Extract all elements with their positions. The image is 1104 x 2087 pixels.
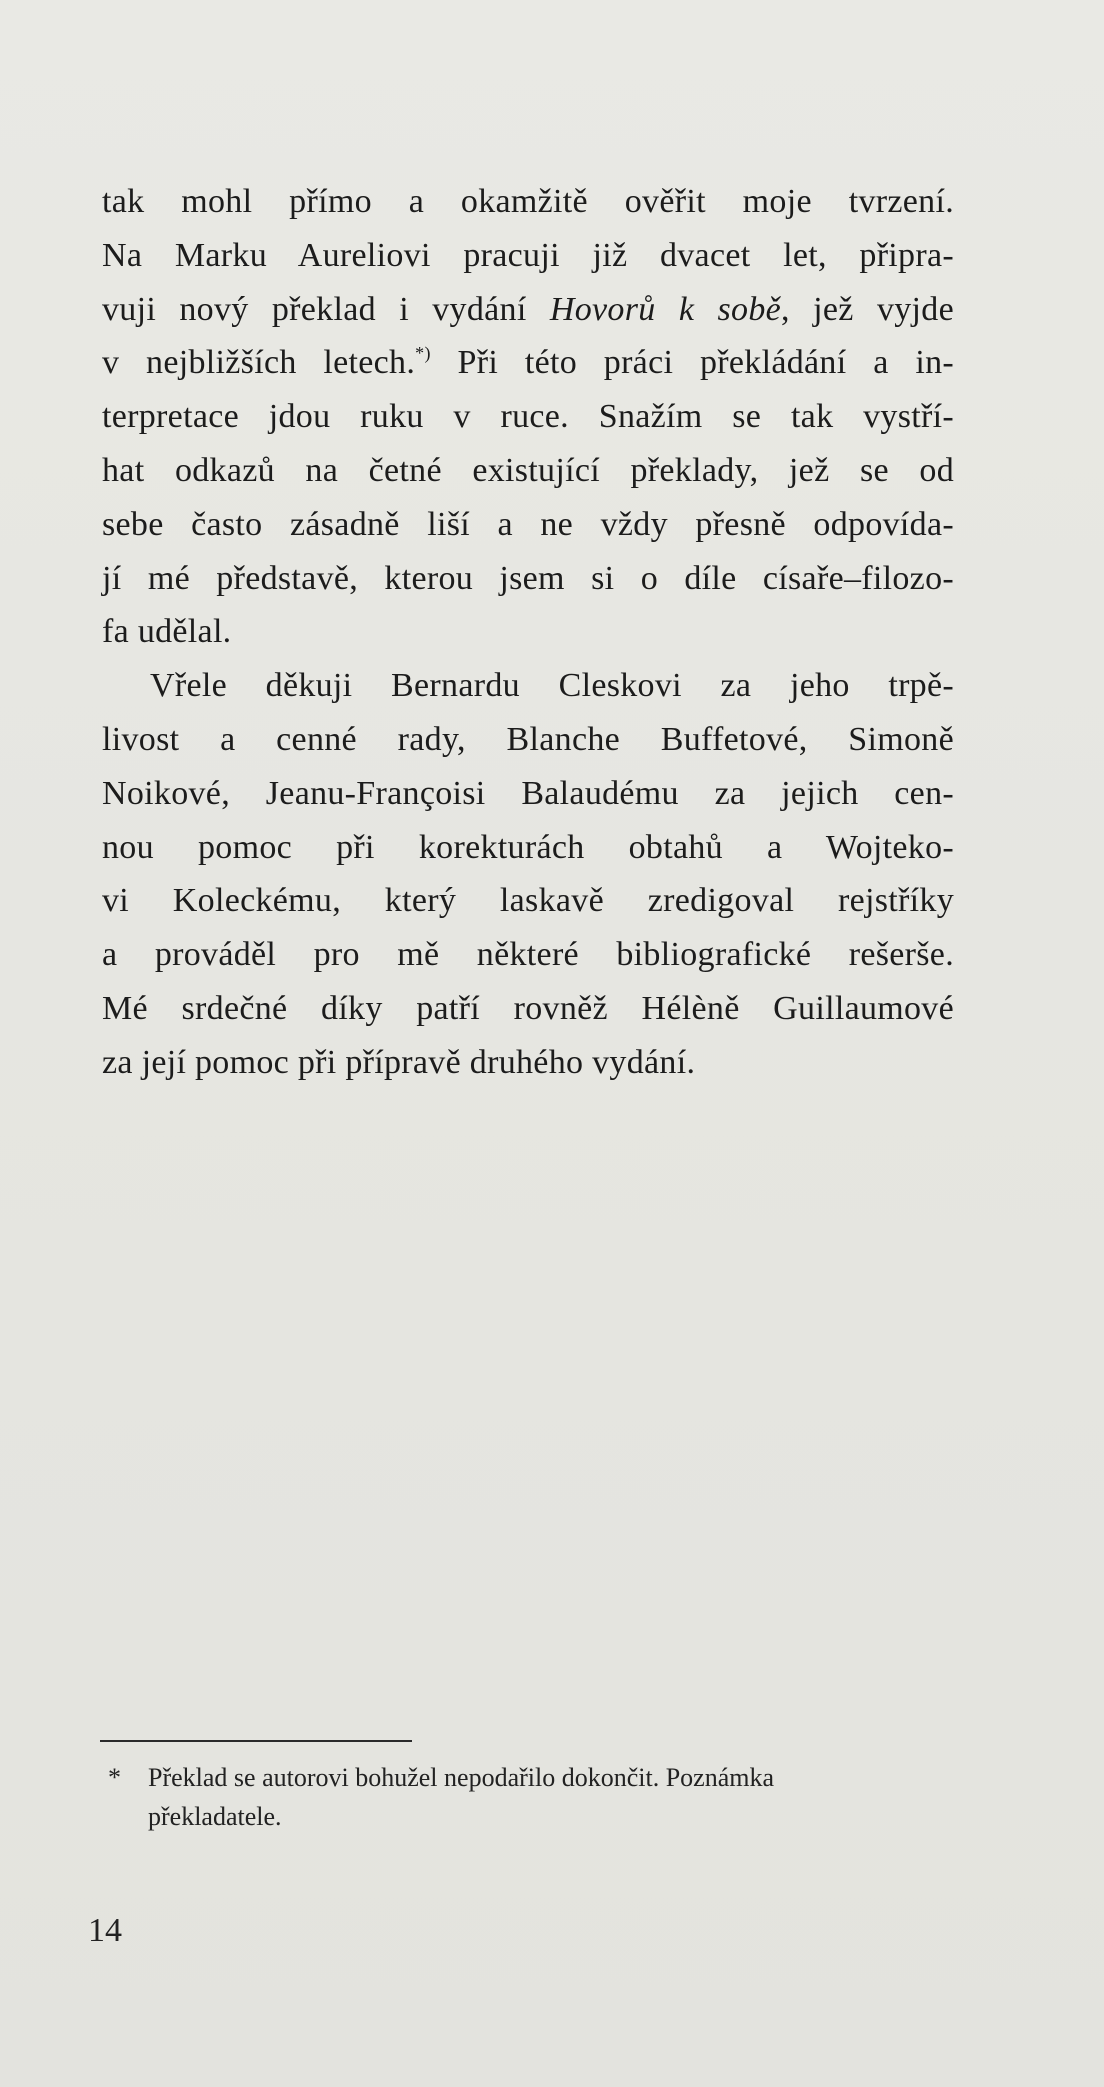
text-line <box>102 283 954 337</box>
footnote-divider <box>100 1740 412 1742</box>
text-line: Mé srdečné díky patří rovněž Hélèně Guillaumové <box>102 989 954 1027</box>
text-line: vi Koleckému, který laskavě zredigoval rejstříky <box>102 882 954 920</box>
text-segment: , jež vyjde <box>781 290 954 328</box>
footnote-text <box>148 1758 968 1836</box>
text-line: sebe často zásadně liší a ne vždy přesně odpovída- <box>102 505 954 543</box>
book-title-italic: Hovorů k sobě <box>549 290 782 328</box>
text-line: terpretace jdou ruku v ruce. Snažím se tak vystří- <box>102 398 954 436</box>
text-segment: vuji nový překlad i vydání <box>102 290 550 328</box>
main-text <box>102 175 954 1090</box>
footnote-marker: * <box>108 1763 121 1792</box>
page-number: 14 <box>88 1912 122 1949</box>
footnote-line: překladatele. <box>148 1802 282 1831</box>
text-line <box>102 336 954 390</box>
footnote-line: Překlad se autorovi bohužel nepodařilo dokončit. Poznámka <box>148 1763 775 1792</box>
text-segment: v nejbližších letech. <box>102 344 416 382</box>
text-line: Vřele děkuji Bernardu Cleskovi za jeho trpě- <box>150 667 954 705</box>
text-line: nou pomoc při korekturách obtahů a Wojteko- <box>102 828 954 866</box>
text-line: fa udělal. <box>102 613 232 651</box>
text-line: Noikové, Jeanu-Françoisi Balaudému za jejich cen- <box>102 774 954 812</box>
text-line: livost a cenné rady, Blanche Buffetové, Simoně <box>102 720 954 758</box>
text-line: jí mé představě, kterou jsem si o díle císaře–filozo- <box>102 559 954 597</box>
text-line: tak mohl přímo a okamžitě ověřit moje tvrzení. <box>102 183 954 220</box>
text-line: Na Marku Aureliovi pracuji již dvacet let, připra- <box>102 236 954 274</box>
text-line: za její pomoc při přípravě druhého vydání. <box>102 1043 696 1081</box>
footnote-reference: *) <box>415 343 431 364</box>
text-line: a prováděl pro mě některé bibliografické rešerše. <box>102 936 954 974</box>
text-segment: Při této práci překládání a in- <box>430 344 954 382</box>
text-line: hat odkazů na četné existující překlady, jež se od <box>102 451 954 489</box>
